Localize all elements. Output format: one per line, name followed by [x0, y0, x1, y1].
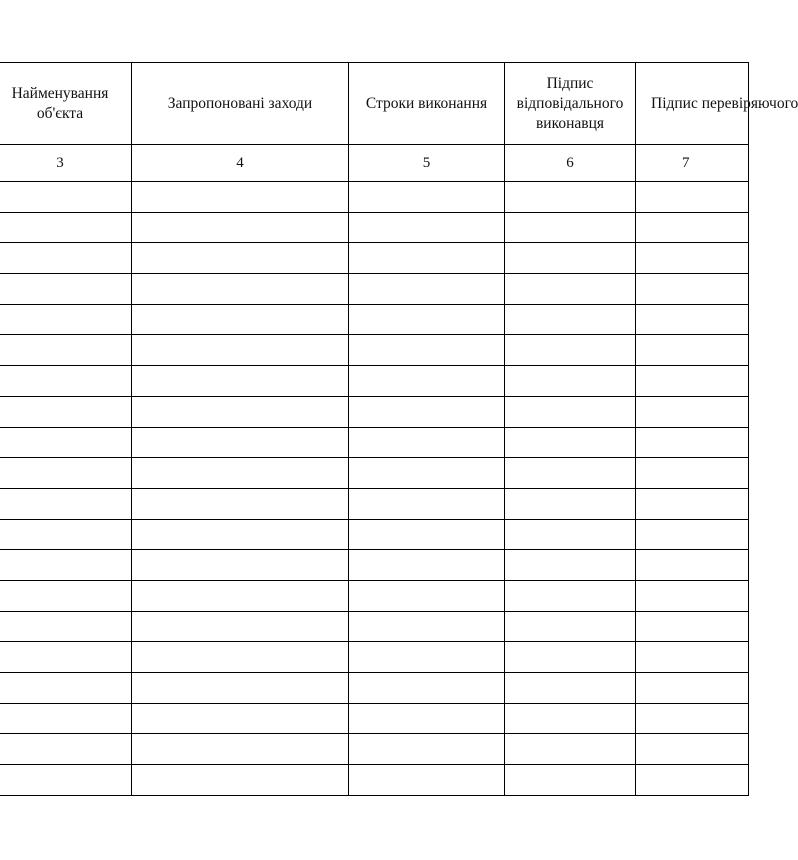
table-cell	[132, 580, 349, 611]
table-row	[0, 366, 749, 397]
table-cell	[349, 182, 505, 213]
table-row	[0, 304, 749, 335]
table-cell	[636, 611, 749, 642]
table-row	[0, 335, 749, 366]
table-cell	[349, 642, 505, 673]
table-cell	[132, 335, 349, 366]
table-cell	[132, 488, 349, 519]
table-cell	[132, 274, 349, 305]
table-row	[0, 673, 749, 704]
table-cell	[636, 427, 749, 458]
table-cell	[636, 304, 749, 335]
table-cell	[0, 488, 132, 519]
table-cell	[349, 673, 505, 704]
table-cell	[132, 765, 349, 796]
header-row	[0, 63, 749, 145]
table-cell	[132, 642, 349, 673]
table-cell	[505, 274, 636, 305]
column-number-4: 4	[132, 145, 349, 182]
table-cell	[636, 458, 749, 489]
table-cell	[349, 611, 505, 642]
table-cell	[349, 366, 505, 397]
table-row	[0, 427, 749, 458]
table-cell	[636, 366, 749, 397]
table-cell	[636, 765, 749, 796]
header-inspector-signature: Підпис перевіряючого	[636, 63, 749, 145]
header-responsible-signature: Підпис відповідального виконавця	[505, 63, 636, 145]
table-row	[0, 212, 749, 243]
table-row	[0, 580, 749, 611]
table-cell	[0, 519, 132, 550]
table-row	[0, 611, 749, 642]
table-cell	[132, 458, 349, 489]
table-cell	[0, 335, 132, 366]
table-cell	[349, 335, 505, 366]
table-cell	[132, 304, 349, 335]
table-cell	[636, 673, 749, 704]
table-row	[0, 642, 749, 673]
table-cell	[505, 703, 636, 734]
table-cell	[505, 611, 636, 642]
table-cell	[349, 212, 505, 243]
table-cell	[0, 304, 132, 335]
table-cell	[505, 765, 636, 796]
table-row	[0, 182, 749, 213]
table-cell	[505, 427, 636, 458]
table-cell	[505, 212, 636, 243]
table-cell	[0, 427, 132, 458]
table-cell	[132, 611, 349, 642]
table-cell	[0, 550, 132, 581]
header-object-name: Найменування об'єкта	[0, 63, 132, 145]
table-cell	[349, 396, 505, 427]
table-cell	[349, 274, 505, 305]
column-number-row	[0, 145, 749, 182]
table-cell	[0, 458, 132, 489]
table-cell	[505, 550, 636, 581]
table-cell	[132, 734, 349, 765]
table-cell	[636, 396, 749, 427]
column-number-5: 5	[349, 145, 505, 182]
table-cell	[636, 580, 749, 611]
table-cell	[505, 243, 636, 274]
header-proposed-measures: Запропоновані заходи	[132, 63, 349, 145]
column-number-6: 6	[505, 145, 636, 182]
table-cell	[0, 765, 132, 796]
table-cell	[636, 243, 749, 274]
table-cell	[132, 673, 349, 704]
table-cell	[505, 335, 636, 366]
table-cell	[132, 396, 349, 427]
document-table-container	[0, 62, 798, 796]
table-cell	[505, 580, 636, 611]
table-cell	[349, 580, 505, 611]
table-cell	[132, 427, 349, 458]
table-cell	[505, 519, 636, 550]
table-cell	[349, 550, 505, 581]
table-cell	[132, 703, 349, 734]
table-cell	[0, 703, 132, 734]
table-cell	[636, 488, 749, 519]
table-cell	[505, 366, 636, 397]
table-cell	[0, 642, 132, 673]
table-cell	[636, 703, 749, 734]
table-cell	[505, 673, 636, 704]
table-cell	[0, 274, 132, 305]
table-row	[0, 765, 749, 796]
table-cell	[636, 519, 749, 550]
table-cell	[636, 274, 749, 305]
column-number-7: 7	[636, 145, 749, 182]
table-row	[0, 488, 749, 519]
table-cell	[505, 642, 636, 673]
table-cell	[505, 734, 636, 765]
header-deadlines: Строки виконання	[349, 63, 505, 145]
table-row	[0, 243, 749, 274]
table-cell	[349, 519, 505, 550]
table-cell	[132, 182, 349, 213]
measures-table	[0, 62, 798, 796]
table-cell	[349, 765, 505, 796]
table-cell	[349, 488, 505, 519]
table-row	[0, 458, 749, 489]
table-cell	[132, 550, 349, 581]
table-cell	[636, 642, 749, 673]
table-cell	[349, 427, 505, 458]
table-cell	[0, 611, 132, 642]
table-cell	[505, 182, 636, 213]
table-cell	[636, 182, 749, 213]
table-cell	[132, 243, 349, 274]
table-row	[0, 274, 749, 305]
table-cell	[636, 550, 749, 581]
table-cell	[349, 243, 505, 274]
table-row	[0, 519, 749, 550]
table-cell	[132, 212, 349, 243]
table-cell	[349, 458, 505, 489]
table-cell	[505, 488, 636, 519]
column-number-3: 3	[0, 145, 132, 182]
table-cell	[0, 182, 132, 213]
table-row	[0, 396, 749, 427]
table-row	[0, 734, 749, 765]
table-cell	[0, 734, 132, 765]
table-cell	[505, 458, 636, 489]
table-cell	[0, 673, 132, 704]
table-cell	[349, 703, 505, 734]
table-cell	[0, 212, 132, 243]
table-cell	[636, 335, 749, 366]
table-cell	[505, 304, 636, 335]
table-cell	[636, 734, 749, 765]
table-cell	[505, 396, 636, 427]
table-cell	[0, 243, 132, 274]
table-cell	[0, 396, 132, 427]
table-cell	[0, 580, 132, 611]
table-cell	[132, 366, 349, 397]
table-row	[0, 550, 749, 581]
table-cell	[349, 304, 505, 335]
table-row	[0, 703, 749, 734]
table-cell	[636, 212, 749, 243]
table-cell	[0, 366, 132, 397]
table-cell	[349, 734, 505, 765]
table-cell	[132, 519, 349, 550]
